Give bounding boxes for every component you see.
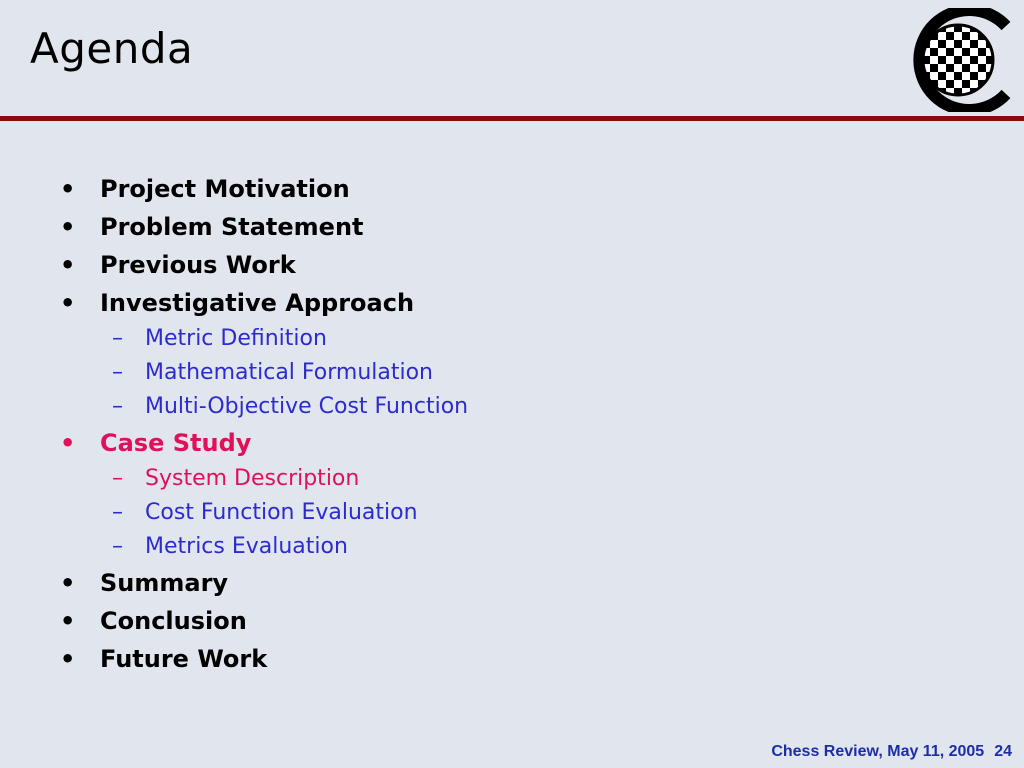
dash-icon: –	[112, 326, 123, 351]
slide-footer	[771, 743, 1012, 761]
agenda-subitem-label: Metric Definition	[145, 326, 327, 351]
agenda-item-label: Future Work	[100, 645, 268, 673]
bullet-icon: •	[60, 289, 76, 317]
dash-icon: –	[112, 500, 123, 525]
agenda-item-label: Previous Work	[100, 251, 296, 279]
agenda-item-label: Problem Statement	[100, 213, 364, 241]
footer-text: Chess Review, May 11, 2005	[771, 743, 985, 760]
agenda-subitem-label: Cost Function Evaluation	[145, 500, 418, 525]
bullet-icon: •	[60, 429, 76, 457]
agenda-item-investigative-approach	[60, 284, 960, 322]
bullet-icon: •	[60, 607, 76, 635]
agenda-item-conclusion	[60, 602, 960, 640]
agenda-item-problem-statement	[60, 208, 960, 246]
agenda-item-future-work	[60, 640, 960, 678]
agenda-item-label: Case Study	[100, 429, 252, 457]
agenda-list	[60, 170, 960, 678]
agenda-item-previous-work	[60, 246, 960, 284]
agenda-item-label: Project Motivation	[100, 175, 350, 203]
agenda-subitem-label: Multi-Objective Cost Function	[145, 394, 469, 419]
agenda-subitem-multi-objective-cost-function	[60, 390, 960, 424]
bullet-icon: •	[60, 251, 76, 279]
bullet-icon: •	[60, 175, 76, 203]
agenda-item-label: Conclusion	[100, 607, 247, 635]
dash-icon: –	[112, 534, 123, 559]
bullet-icon: •	[60, 569, 76, 597]
agenda-subitem-metrics-evaluation	[60, 530, 960, 564]
agenda-subitem-mathematical-formulation	[60, 356, 960, 390]
agenda-subitem-label: Mathematical Formulation	[145, 360, 433, 385]
agenda-item-label: Summary	[100, 569, 229, 597]
page-number: 24	[994, 743, 1012, 760]
chess-center-logo-icon	[896, 8, 1012, 112]
agenda-item-case-study	[60, 424, 960, 462]
bullet-icon: •	[60, 213, 76, 241]
dash-icon: –	[112, 466, 123, 491]
agenda-item-project-motivation	[60, 170, 960, 208]
dash-icon: –	[112, 394, 123, 419]
agenda-subitem-label: Metrics Evaluation	[145, 534, 348, 559]
agenda-subitem-metric-definition	[60, 322, 960, 356]
title-divider-rule	[0, 116, 1024, 121]
slide-title: Agenda	[30, 24, 194, 73]
bullet-icon: •	[60, 645, 76, 673]
agenda-subitem-cost-function-evaluation	[60, 496, 960, 530]
dash-icon: –	[112, 360, 123, 385]
agenda-item-label: Investigative Approach	[100, 289, 415, 317]
agenda-item-summary	[60, 564, 960, 602]
agenda-subitem-system-description	[60, 462, 960, 496]
agenda-subitem-label: System Description	[145, 466, 360, 491]
